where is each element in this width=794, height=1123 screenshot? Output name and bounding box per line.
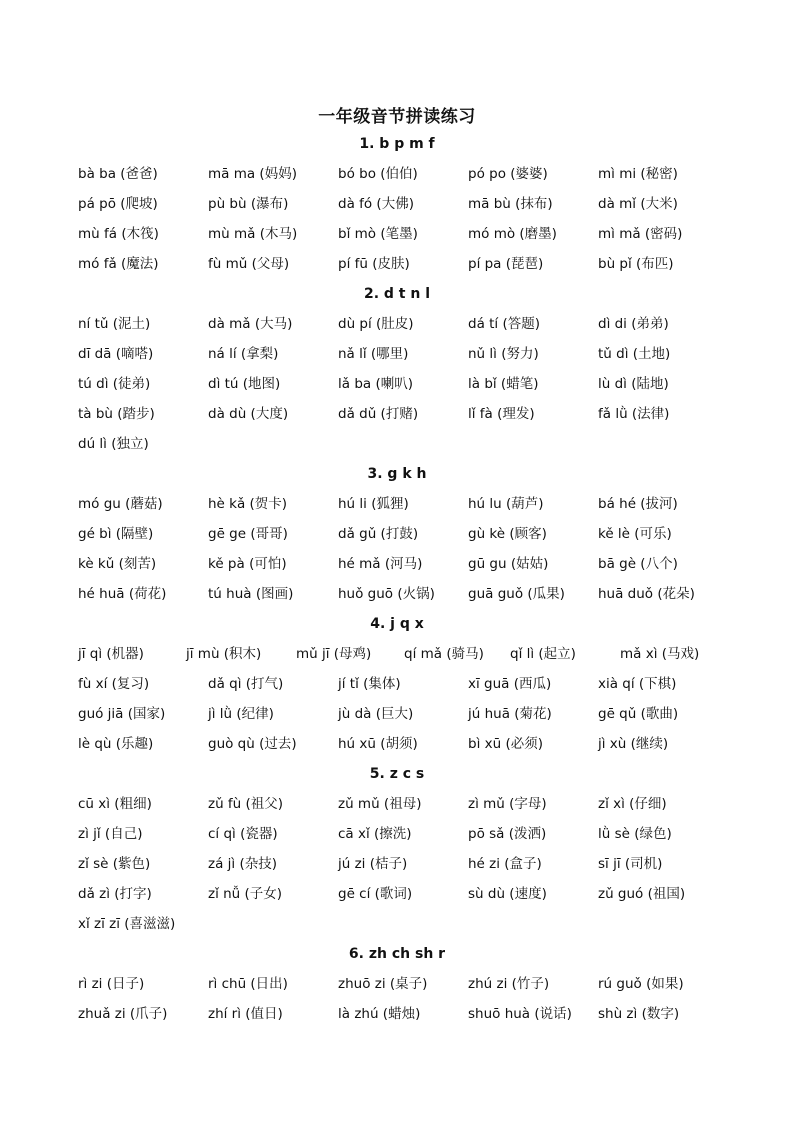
syllable-item: mó fǎ (魔法) (78, 256, 159, 272)
syllable-item: pó po (婆婆) (468, 166, 548, 182)
syllable-item: rú guǒ (如果) (598, 976, 684, 992)
syllable-item: bù pǐ (布匹) (598, 256, 674, 272)
syllable-item: tà bù (踏步) (78, 406, 155, 422)
syllable-item: dà mǐ (大米) (598, 196, 678, 212)
syllable-item: zǐ xì (仔细) (598, 796, 667, 812)
syllable-item: ná lí (拿梨) (208, 346, 279, 362)
syllable-item: guó jiā (国家) (78, 706, 166, 722)
syllable-item: zhuǎ zi (爪子) (78, 1006, 168, 1022)
syllable-item: dǎ dǔ (打赌) (338, 406, 419, 422)
syllable-item: kè kǔ (刻苦) (78, 556, 157, 572)
syllable-item: bó bo (伯伯) (338, 166, 418, 182)
syllable-item: dǎ gǔ (打鼓) (338, 526, 419, 542)
syllable-item: shuō huà (说话) (468, 1006, 572, 1022)
syllable-item: mù mǎ (木马) (208, 226, 298, 242)
syllable-item: huā duǒ (花朵) (598, 586, 695, 602)
syllable-item: fǎ lǜ (法律) (598, 406, 670, 422)
page-title: 一年级音节拼读练习 (318, 107, 476, 127)
syllable-item: rì zi (日子) (78, 976, 145, 992)
syllable-item: dá tí (答题) (468, 316, 541, 332)
syllable-item: hé mǎ (河马) (338, 556, 423, 572)
syllable-item: gé bì (隔壁) (78, 526, 154, 542)
syllable-item: lè qù (乐趣) (78, 736, 154, 752)
syllable-item: qǐ lì (起立) (510, 646, 576, 662)
syllable-item: jí tǐ (集体) (338, 676, 401, 692)
syllable-item: mǔ jī (母鸡) (296, 646, 372, 662)
section-heading: 4. j q x (370, 616, 424, 632)
syllable-item: fù mǔ (父母) (208, 256, 290, 272)
syllable-item: gē cí (歌词) (338, 886, 413, 902)
syllable-item: mì mǎ (密码) (598, 226, 683, 242)
syllable-item: pō sǎ (泼洒) (468, 826, 547, 842)
syllable-item: nǎ lǐ (哪里) (338, 346, 409, 362)
syllable-item: xǐ zī zī (喜滋滋) (78, 916, 176, 932)
syllable-item: pí pa (琵琶) (468, 256, 544, 272)
syllable-item: sī jī (司机) (598, 856, 663, 872)
syllable-item: zhí rì (值日) (208, 1006, 283, 1022)
syllable-item: mǎ xì (马戏) (620, 646, 700, 662)
syllable-item: cā xǐ (擦洗) (338, 826, 412, 842)
syllable-item: dú lì (独立) (78, 436, 149, 452)
syllable-item: lǜ sè (绿色) (598, 826, 672, 842)
syllable-item: là zhú (蜡烛) (338, 1006, 421, 1022)
syllable-item: dà mǎ (大马) (208, 316, 293, 332)
syllable-item: nǔ lì (努力) (468, 346, 539, 362)
syllable-item: là bǐ (蜡笔) (468, 376, 539, 392)
syllable-item: zǐ nǚ (子女) (208, 886, 283, 902)
syllable-item: hú li (狐狸) (338, 496, 409, 512)
syllable-item: jì xù (继续) (598, 736, 669, 752)
syllable-item: dì di (弟弟) (598, 316, 669, 332)
syllable-item: gē ge (哥哥) (208, 526, 288, 542)
syllable-item: zì mǔ (字母) (468, 796, 547, 812)
section-heading: 2. d t n l (363, 286, 431, 302)
syllable-item: tú dì (徒弟) (78, 376, 151, 392)
syllable-item: guò qù (过去) (208, 736, 297, 752)
syllable-item: gū gu (姑姑) (468, 556, 549, 572)
syllable-item: zá jì (杂技) (208, 856, 277, 872)
syllable-item: xià qí (下棋) (598, 676, 677, 692)
section-heading: 1. b p m f (359, 136, 435, 152)
syllable-item: kě lè (可乐) (598, 526, 672, 542)
syllable-item: hú xū (胡须) (338, 736, 418, 752)
syllable-item: zǔ guó (祖国) (598, 886, 686, 902)
syllable-item: shù zì (数字) (598, 1006, 680, 1022)
syllable-item: gù kè (顾客) (468, 526, 547, 542)
syllable-item: jú zi (桔子) (338, 856, 408, 872)
syllable-item: jú huā (菊花) (468, 706, 552, 722)
syllable-item: cū xì (粗细) (78, 796, 152, 812)
section-heading: 5. z c s (369, 766, 425, 782)
syllable-item: ní tǔ (泥土) (78, 316, 151, 332)
syllable-item: lǐ fà (理发) (468, 406, 535, 422)
syllable-item: bì xū (必须) (468, 736, 543, 752)
syllable-item: hé huā (荷花) (78, 586, 167, 602)
syllable-item: zhuō zi (桌子) (338, 976, 428, 992)
section-heading: 3. g k h (367, 466, 427, 482)
syllable-item: lǎ ba (喇叭) (338, 376, 413, 392)
syllable-item: dà dù (大度) (208, 406, 289, 422)
syllable-item: zhú zi (竹子) (468, 976, 550, 992)
syllable-item: fù xí (复习) (78, 676, 150, 692)
syllable-item: mā ma (妈妈) (208, 166, 297, 182)
syllable-item: rì chū (日出) (208, 976, 288, 992)
syllable-item: mó mò (磨墨) (468, 226, 557, 242)
syllable-item: bǐ mò (笔墨) (338, 226, 418, 242)
syllable-item: dà fó (大佛) (338, 196, 414, 212)
syllable-item: dī dā (嘀嗒) (78, 346, 154, 362)
syllable-item: hé zi (盒子) (468, 856, 542, 872)
syllable-item: qí mǎ (骑马) (404, 646, 484, 662)
syllable-item: dù pí (肚皮) (338, 316, 414, 332)
syllable-item: jī qì (机器) (78, 646, 144, 662)
syllable-item: jī mù (积木) (186, 646, 262, 662)
syllable-item: hè kǎ (贺卡) (208, 496, 288, 512)
syllable-item: bà ba (爸爸) (78, 166, 158, 182)
syllable-item: zì jǐ (自己) (78, 826, 143, 842)
syllable-item: dǎ zì (打字) (78, 886, 152, 902)
syllable-item: mù fá (木筏) (78, 226, 159, 242)
syllable-item: tú huà (图画) (208, 586, 294, 602)
syllable-item: hú lu (葫芦) (468, 496, 544, 512)
syllable-item: jù dà (巨大) (338, 706, 414, 722)
syllable-item: bá hé (拔河) (598, 496, 678, 512)
syllable-item: dì tú (地图) (208, 376, 281, 392)
syllable-item: mì mi (秘密) (598, 166, 678, 182)
syllable-item: cí qì (瓷器) (208, 826, 278, 842)
syllable-item: jì lǜ (纪律) (208, 706, 274, 722)
syllable-item: zǔ mǔ (祖母) (338, 796, 422, 812)
syllable-item: huǒ guō (火锅) (338, 586, 435, 602)
syllable-item: kě pà (可怕) (208, 556, 287, 572)
syllable-item: xī guā (西瓜) (468, 676, 552, 692)
syllable-item: tǔ dì (土地) (598, 346, 671, 362)
syllable-item: lù dì (陆地) (598, 376, 669, 392)
syllable-item: gē qǔ (歌曲) (598, 706, 679, 722)
syllable-item: zǔ fù (祖父) (208, 796, 284, 812)
syllable-item: mó gu (蘑菇) (78, 496, 163, 512)
syllable-item: guā guǒ (瓜果) (468, 586, 565, 602)
section-heading: 6. zh ch sh r (348, 946, 446, 962)
syllable-item: pù bù (瀑布) (208, 196, 289, 212)
syllable-item: zǐ sè (紫色) (78, 856, 151, 872)
syllable-item: dǎ qì (打气) (208, 676, 284, 692)
syllable-item: pá pō (爬坡) (78, 196, 158, 212)
syllable-item: sù dù (速度) (468, 886, 547, 902)
syllable-item: bā gè (八个) (598, 556, 678, 572)
syllable-item: pí fū (皮肤) (338, 256, 410, 272)
syllable-item: mā bù (抹布) (468, 196, 553, 212)
